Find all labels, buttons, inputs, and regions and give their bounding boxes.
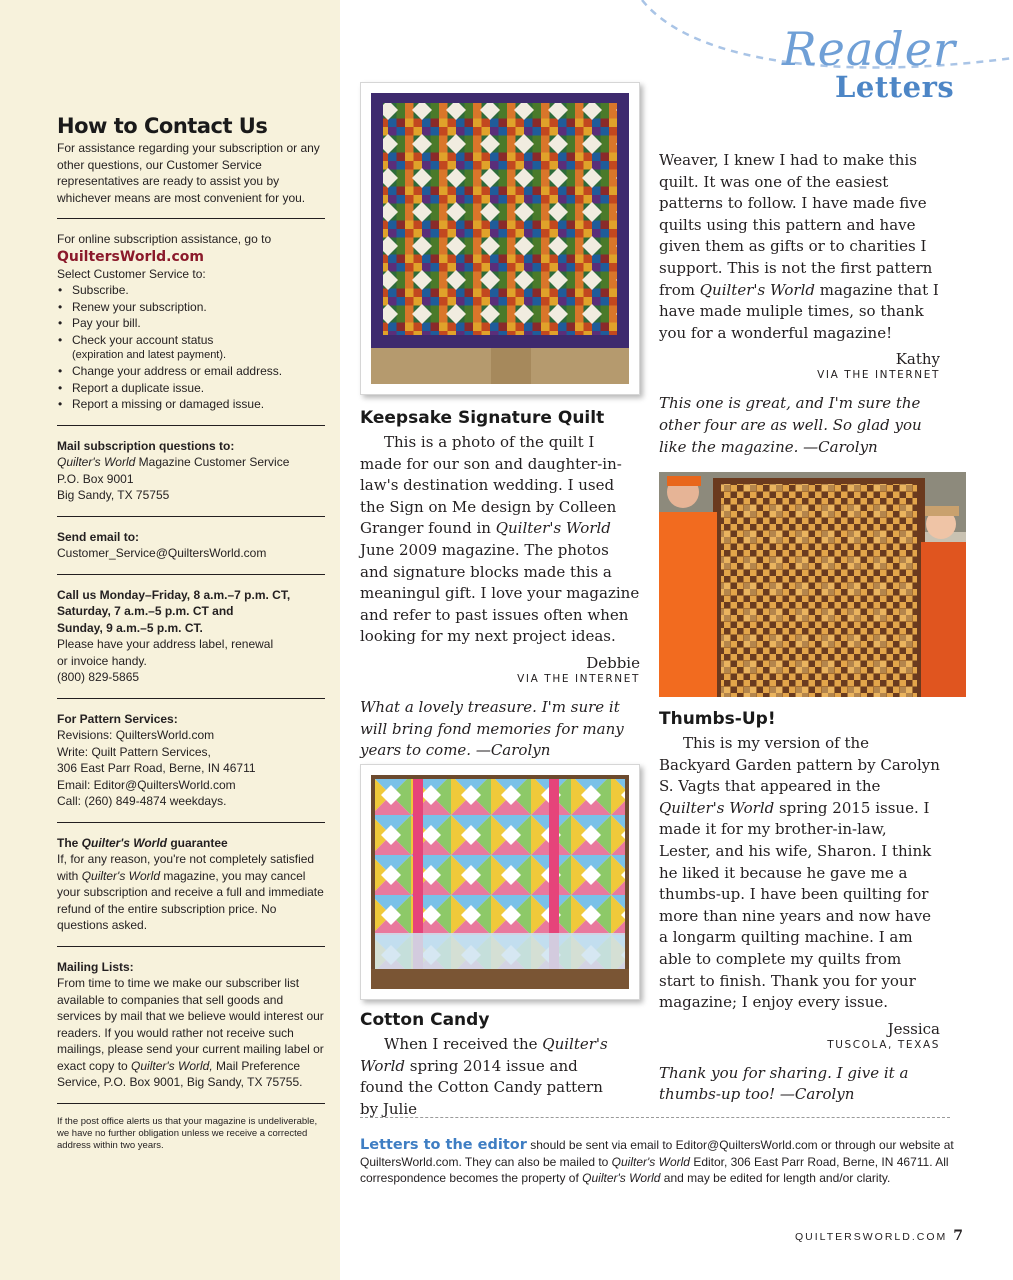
- pattern-line: Email: Editor@QuiltersWorld.com: [57, 777, 236, 792]
- keepsake-quilt-photo: [360, 82, 640, 395]
- divider: [57, 1103, 325, 1104]
- sidebar-footnote: If the post office alerts us that your magazine is undeliverable, we have no further obligation unless we receive a corrected address within two years.: [57, 1115, 318, 1151]
- phone-heading: Call us Monday–Friday, 8 a.m.–7 p.m. CT,: [57, 587, 291, 602]
- keepsake-quilt-image: [371, 93, 629, 384]
- divider: [57, 218, 325, 219]
- thumbs-up-title: Thumbs-Up!: [659, 709, 776, 729]
- cotton-candy-letter-continued: [659, 150, 940, 458]
- list-item: • Change your address or email address.: [57, 363, 325, 380]
- keepsake-signature: Debbie: [586, 653, 640, 672]
- mail-line: Big Sandy, TX 75755: [57, 488, 170, 502]
- pattern-line: 306 East Parr Road, Berne, IN 46711: [57, 761, 256, 775]
- cotton-candy-quilt-photo: [360, 764, 640, 1000]
- customer-service-email[interactable]: Customer_Service@QuiltersWorld.com: [57, 546, 267, 560]
- select-label: Select Customer Service to:: [57, 266, 206, 281]
- phone-heading: Saturday, 7 a.m.–5 p.m. CT and: [57, 604, 234, 618]
- cotton-candy-body: When I received the Quilter's World spring 2014 issue and found the Cotton Candy pattern by Julie: [360, 1035, 608, 1118]
- letters-to-editor-note: Letters to the editor should be sent via email to Editor@QuiltersWorld.com or through our website at QuiltersWorld.com. They can also be mailed to Quilter's World Editor, 306 East Parr Road, Berne, IN 46711. All correspondence becomes the property of Quilter's World and may be edited for length and/or clarity.: [360, 1137, 954, 1185]
- divider: [57, 698, 325, 699]
- cotton-candy-quilt-image: [371, 775, 629, 989]
- mail-heading: Mail subscription questions to:: [57, 438, 235, 453]
- list-item: • Report a duplicate issue.: [57, 380, 325, 397]
- sidebar-title: How to Contact Us: [57, 114, 268, 138]
- guarantee-heading: The Quilter's World guarantee: [57, 835, 228, 850]
- thumbs-up-location: TUSCOLA, TEXAS: [827, 1038, 940, 1051]
- page-footer: [795, 1228, 963, 1244]
- email-section: [57, 529, 325, 562]
- phone-heading: Sunday, 9 a.m.–5 p.m. CT.: [57, 620, 203, 635]
- phone-number: (800) 829-5865: [57, 670, 140, 684]
- editor-note-lead: Letters to the editor: [360, 1137, 527, 1153]
- section-title-reader: Reader: [782, 22, 956, 76]
- phone-line: or invoice handy.: [57, 653, 147, 668]
- keepsake-letter: [360, 408, 640, 762]
- pattern-line: Write: Quilt Pattern Services,: [57, 744, 211, 759]
- list-item: • Subscribe.: [57, 282, 325, 299]
- pattern-line: Call: (260) 849-4874 weekdays.: [57, 794, 227, 808]
- sidebar-intro: For assistance regarding your subscription or any other questions, our Customer Service representatives are ready to assist you by whichever means are most convenient for you.: [57, 141, 320, 205]
- cotton-candy-letter-start: [360, 1010, 622, 1120]
- guarantee-section: [57, 835, 325, 934]
- contact-sidebar: [0, 0, 340, 1280]
- list-item: • Renew your subscription.: [57, 299, 325, 316]
- mail-line: P.O. Box 9001: [57, 471, 134, 486]
- dashed-divider: [360, 1117, 950, 1118]
- divider: [57, 516, 325, 517]
- footer-site: QUILTERSWORLD.COM: [795, 1231, 948, 1243]
- contact-sidebar-content: [57, 114, 325, 1152]
- email-heading: Send email to:: [57, 529, 140, 544]
- cotton-candy-signature: Kathy: [895, 350, 940, 369]
- cotton-candy-location: VIA THE INTERNET: [817, 369, 940, 382]
- divider: [57, 574, 325, 575]
- thumbs-up-letter: [659, 709, 940, 1106]
- section-title-letters: Letters: [835, 70, 955, 104]
- list-item: • Report a missing or damaged issue.: [57, 396, 325, 413]
- phone-section: [57, 587, 325, 686]
- guarantee-text: If, for any reason, you're not completely satisfied with Quilter's World magazine, you may cancel your subscription and receive a full and immediate refund of the entire subscription price. No questions asked.: [57, 852, 324, 932]
- phone-line: Please have your address label, renewal: [57, 637, 274, 651]
- quiltersworld-link[interactable]: QuiltersWorld.com: [57, 248, 204, 265]
- list-item: • Pay your bill.: [57, 315, 325, 332]
- mailing-text: From time to time we make our subscriber list available to companies that sell goods and services by mail that we believe would interest our readers. If you would rather not receive such mailings, please send your current mailing label or exact copy to Quilter's World, Mail Preference Service, P.O. Box 9001, Big Sandy, TX 75755.: [57, 976, 324, 1089]
- list-item-subtext: (expiration and latest payment).: [72, 349, 227, 361]
- pattern-line: Revisions: QuiltersWorld.com: [57, 728, 215, 742]
- thumbs-up-body: This is my version of the Backyard Garden pattern by Carolyn S. Vagts that appeared in the Quilter's World spring 2015 issue. I made it for my brother-in-law, Lester, and his wife, Sharon. I think he liked it because he gave me a thumbs-up. I have been quilting for more than nine years and now have a longarm quilting machine. I am able to complete my quilts from start to finish. Thank you for your magazine; I enjoy every issue.: [659, 734, 940, 1012]
- thumbs-up-editor-reply: Thank you for sharing. I give it a thumbs-up too! —Carolyn: [659, 1063, 909, 1104]
- cotton-candy-title: Cotton Candy: [360, 1010, 490, 1030]
- cotton-candy-editor-reply: This one is great, and I'm sure the other four are as well. So glad you like the magazine. —Carolyn: [659, 394, 922, 456]
- cotton-candy-body-continued: Weaver, I knew I had to make this quilt. It was one of the easiest patterns to follow. I have made five quilts using this pattern and have given them as gifts or to charities I support. This is not the first pattern from Quilter's World magazine that I have made muliple times, so thank you for a wonderful magazine!: [659, 151, 939, 342]
- mailing-section: [57, 959, 325, 1091]
- divider: [57, 946, 325, 947]
- thumbs-up-signature: Jessica: [887, 1019, 940, 1038]
- page-number: 7: [953, 1228, 963, 1244]
- mailing-heading: Mailing Lists:: [57, 959, 134, 974]
- keepsake-title: Keepsake Signature Quilt: [360, 408, 605, 428]
- service-list: [57, 282, 325, 413]
- pattern-heading: For Pattern Services:: [57, 711, 178, 726]
- list-item: • Check your account status (expiration and latest payment).: [57, 332, 325, 364]
- divider: [57, 822, 325, 823]
- keepsake-editor-reply: What a lovely treasure. I'm sure it will bring fond memories for many years to come. —Carolyn: [360, 697, 624, 760]
- mail-section: [57, 438, 325, 504]
- thumbs-up-quilt-image: [659, 472, 966, 697]
- keepsake-location: VIA THE INTERNET: [517, 672, 640, 685]
- pattern-section: [57, 711, 325, 810]
- keepsake-body: This is a photo of the quilt I made for our son and daughter-in-law's destination wedding. I used the Sign on Me design by Colleen Granger found in Quilter's World June 2009 magazine. The photos and signature blocks made this a meaningul gift. I love your magazine and refer to past issues often when looking for my next project ideas.: [360, 433, 640, 646]
- mail-line: Quilter's World Magazine Customer Service: [57, 455, 290, 469]
- online-label: For online subscription assistance, go to: [57, 232, 272, 246]
- divider: [57, 425, 325, 426]
